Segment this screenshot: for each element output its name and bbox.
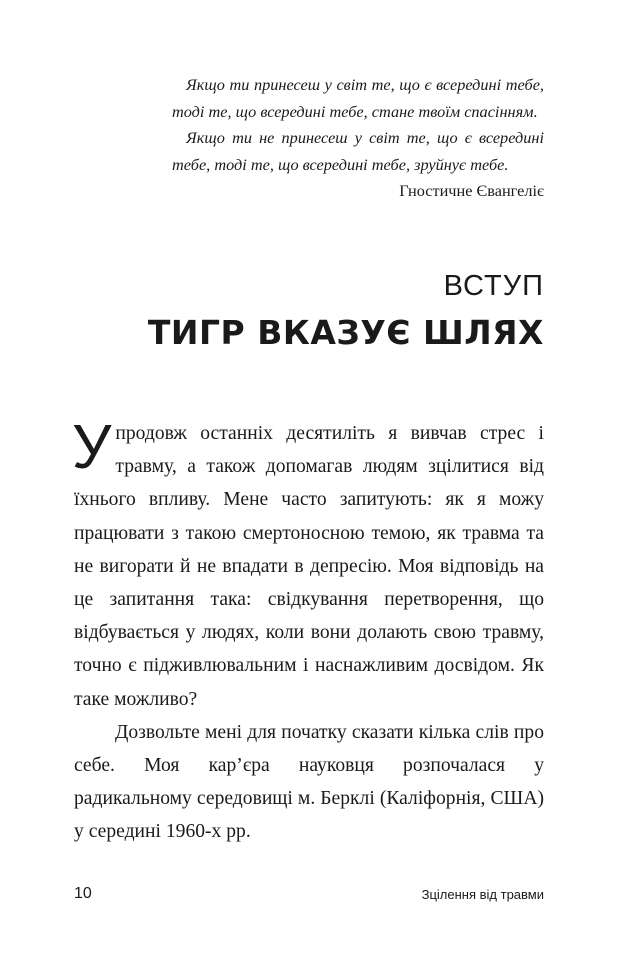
- body-text: [72, 413, 544, 849]
- epigraph-attribution: Гностичне Євангеліє: [399, 181, 544, 200]
- paragraph-1-text: продовж останніх десятиліть я вивчав стрес і травму, а також допомагав людям зцілитися від їхнього впливу. Мене часто запитують: як я можу працювати з такою смертоносною темою, як травма та не вигорати й не впадати в депресію. Моя відповідь на це запитання така: свідкування перетворення, що відбувається у людях, коли вони долають свою травму, точно є підживлювальним і наснажливим досвідом. Як таке можливо?: [74, 423, 544, 710]
- epigraph-line-2: Якщо ти не принесеш у світ те, що є всередині тебе, тоді те, що всередині тебе, зруйнує тебе.: [172, 128, 544, 174]
- chapter-label: ВСТУП: [443, 270, 544, 302]
- drop-cap: У: [72, 413, 112, 482]
- epigraph: [172, 72, 544, 205]
- paragraph-2: Дозвольте мені для початку сказати кілька слів про себе. Моя кар’єра науковця розпочалася у радикальному середовищі м. Берклі (Каліфорнія, США) у середині 1960-х рр.: [74, 721, 544, 843]
- page-number: 10: [74, 885, 92, 902]
- running-title: Зцілення від травми: [421, 887, 544, 902]
- epigraph-line-1: Якщо ти принесеш у світ те, що є всередині тебе, тоді те, що всередині тебе, стане твоїм спасінням.: [172, 75, 544, 121]
- chapter-title: ТИГР ВКАЗУЄ ШЛЯХ: [147, 313, 544, 352]
- paragraph-1: [72, 413, 544, 716]
